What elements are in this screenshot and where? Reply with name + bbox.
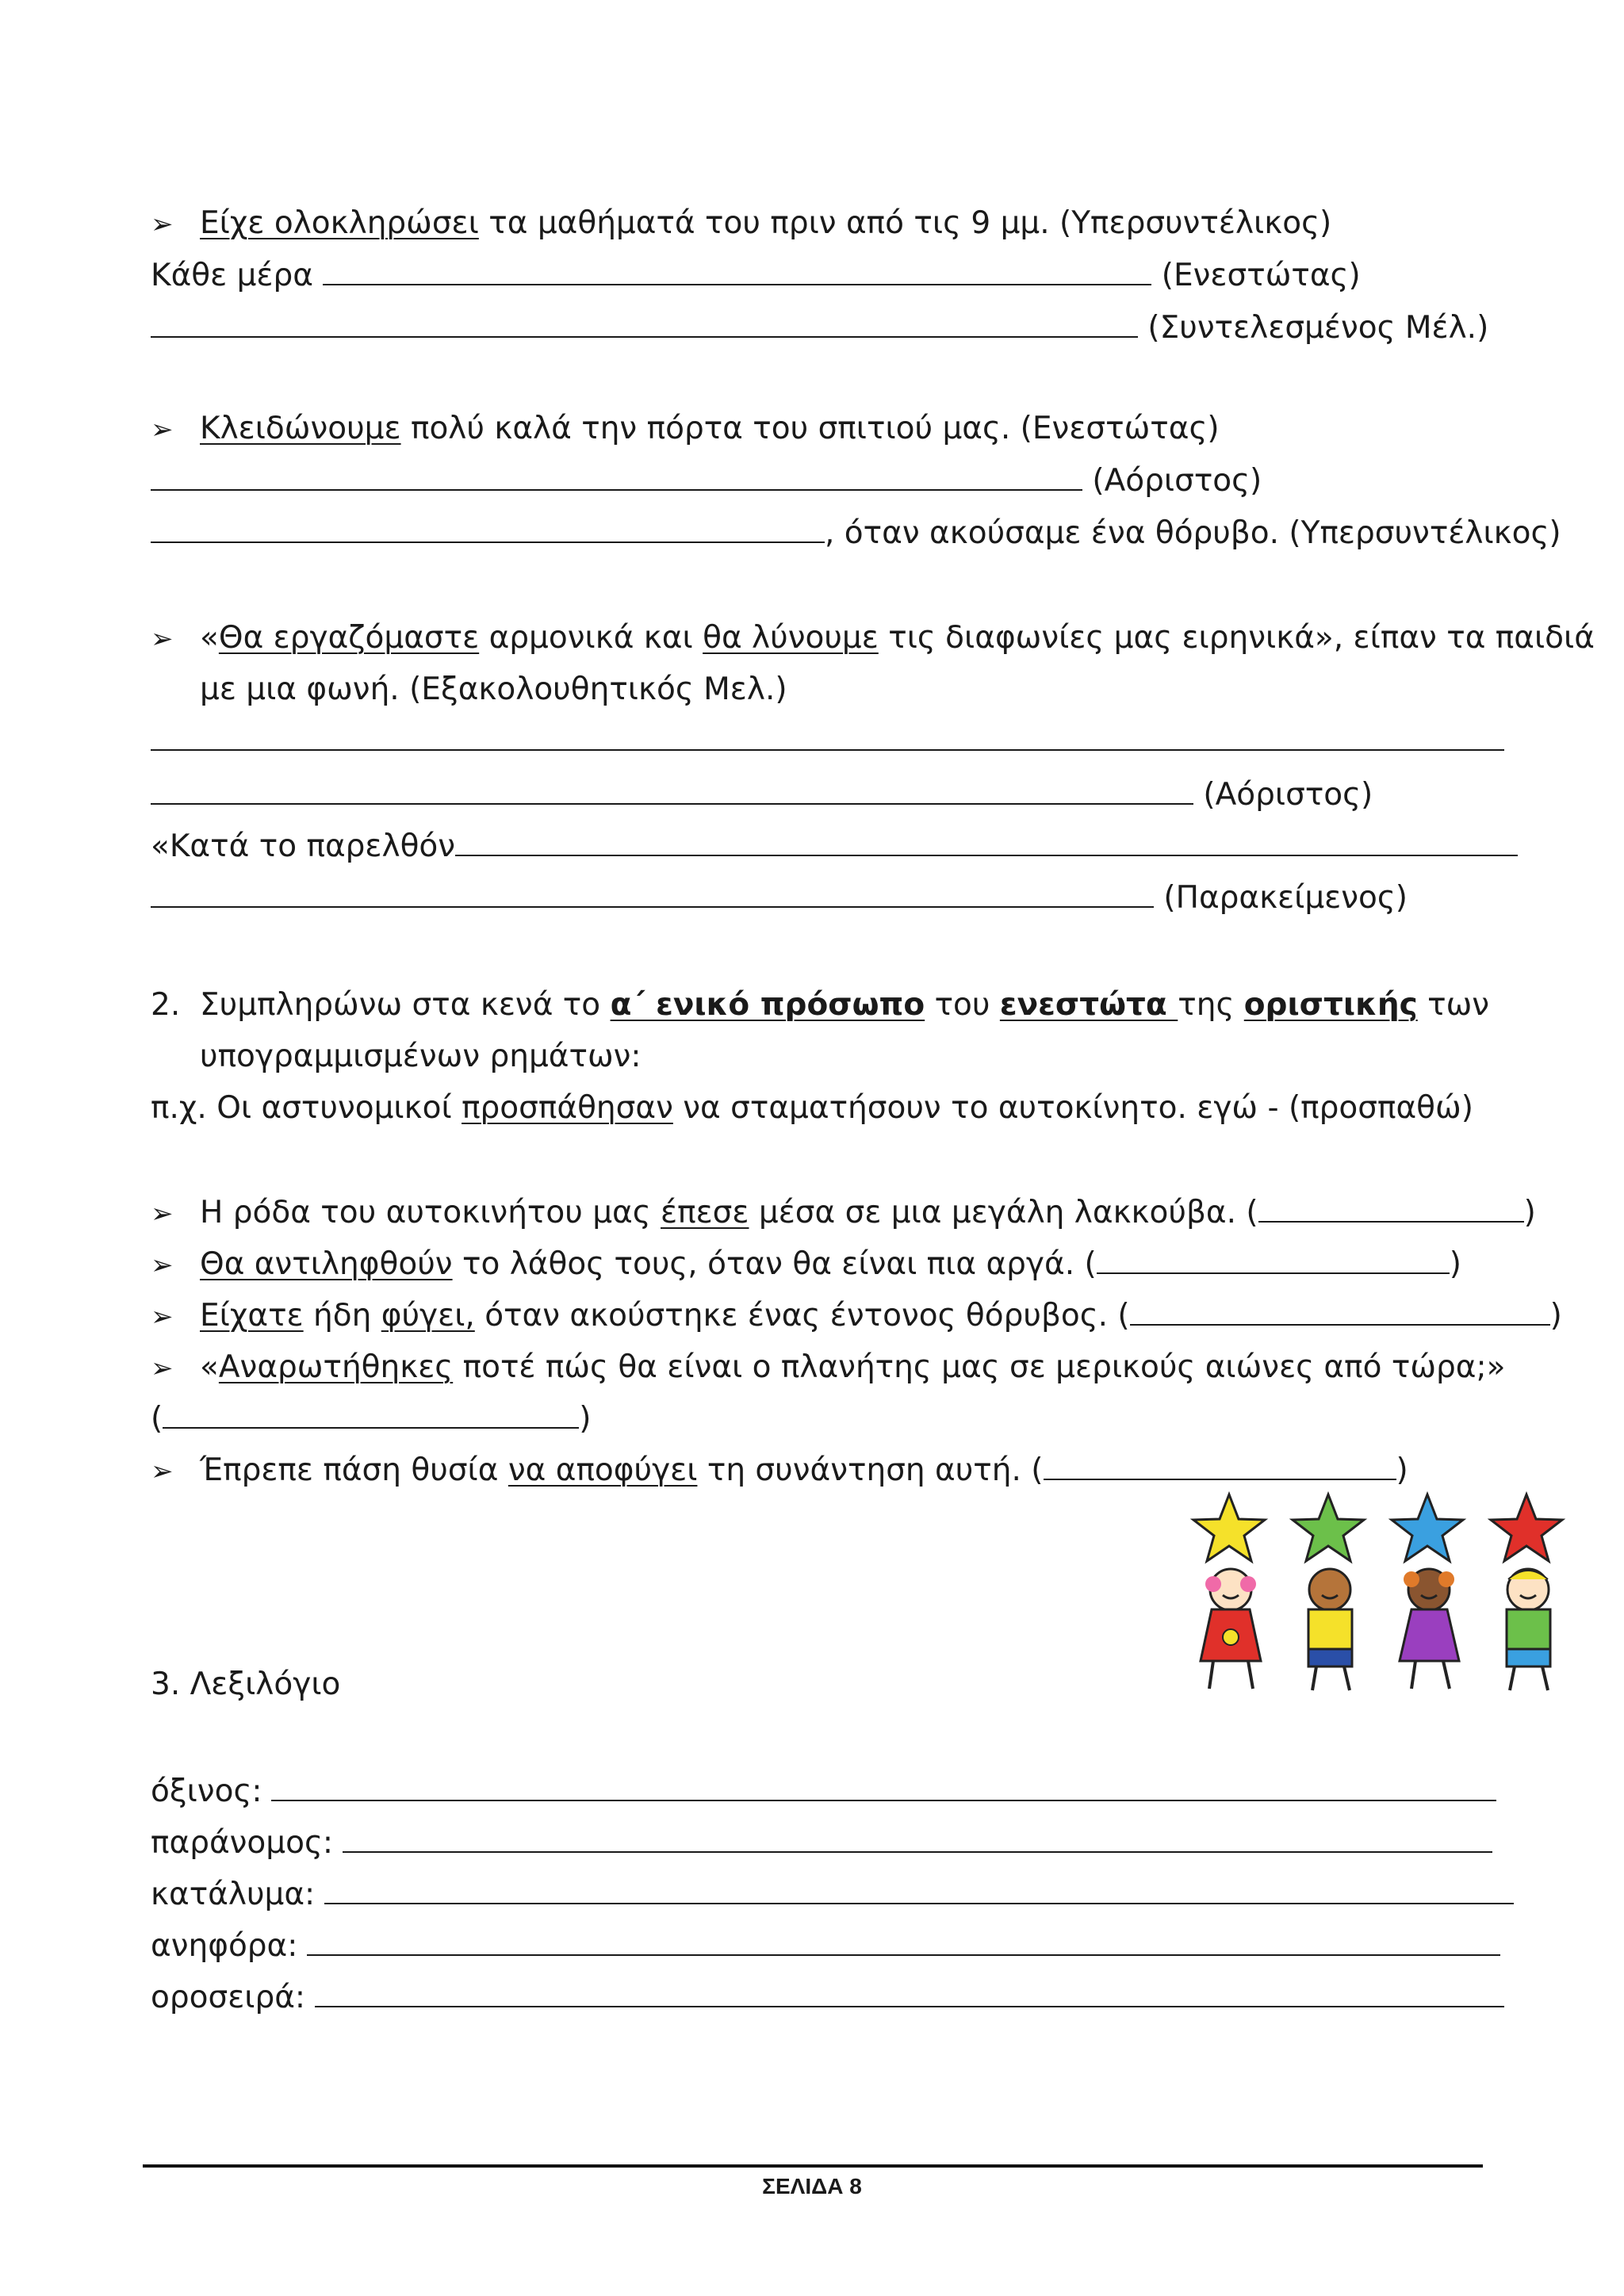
ex2-item3-mid: ήδη — [303, 1298, 381, 1334]
ex1-item3-line4 — [151, 880, 1408, 916]
ex1-item2-tense1: (Αόριστος) — [1082, 463, 1262, 499]
kid-blue-star — [1392, 1494, 1463, 1689]
ex2-item4-verb: Αναρωτήθηκες — [218, 1349, 454, 1385]
vocab-word: παράνομος: — [151, 1825, 334, 1861]
ex2-item4-pre: « — [200, 1349, 219, 1385]
ex2-item4-answer — [151, 1401, 592, 1437]
answer-blank[interactable] — [307, 1931, 1500, 1956]
ex1-item3-verb2: θα λύνουμε — [703, 620, 879, 656]
answer-blank[interactable] — [1130, 1300, 1550, 1326]
ex2-example-pre: π.χ. Οι αστυνομικοί — [151, 1090, 462, 1126]
ex2-item2 — [151, 1246, 1461, 1282]
ex2-item5 — [151, 1452, 1408, 1488]
vocab-row-3 — [151, 1879, 1514, 1910]
answer-blank[interactable] — [324, 1879, 1514, 1904]
ex2-item1-verb: έπεσε — [661, 1195, 749, 1230]
ex1-item3-cont: με μια φωνή. (Εξακολουθητικός Μελ.) — [200, 672, 787, 707]
ex2-number: 2. — [151, 987, 181, 1023]
vocab-row-1 — [151, 1776, 1496, 1807]
ex1-item3-line2 — [151, 777, 1373, 813]
ex1-item3-tense4: (Παρακείμενος) — [1154, 880, 1408, 916]
close-paren: ) — [1449, 1246, 1461, 1282]
answer-blank[interactable] — [151, 518, 825, 543]
ex2-item3 — [151, 1298, 1562, 1334]
ex2-bold3: οριστικής — [1243, 987, 1418, 1023]
vocab-word: ανηφόρα: — [151, 1928, 298, 1964]
close-paren: ) — [1549, 1298, 1562, 1334]
arrow-bullet-icon: ➢ — [151, 1198, 174, 1230]
vocab-row-2 — [151, 1825, 1492, 1861]
ex2-item3-verb: Είχατε — [200, 1298, 304, 1334]
ex2-example-post: να σταματήσουν το αυτοκίνητο. εγώ - (προσπαθώ) — [672, 1090, 1473, 1126]
vocab-row-4 — [151, 1928, 1500, 1964]
vocab-row-5 — [151, 1982, 1504, 2013]
kid-red-star — [1491, 1494, 1562, 1690]
ex2-item5-post: τη συνάντηση αυτή. ( — [697, 1452, 1044, 1488]
ex2-text1: Συμπληρώνω στα κενά το — [200, 987, 611, 1023]
ex2-item4-post: ποτέ πώς θα είναι ο πλανήτης μας σε μερικούς αιώνες από τώρα;» — [453, 1349, 1506, 1385]
arrow-bullet-icon: ➢ — [151, 1456, 174, 1487]
vocab-word: όξινος: — [151, 1774, 262, 1809]
answer-blank[interactable] — [1097, 1249, 1450, 1274]
ex2-instruction-cont: υπογραμμισμένων ρημάτων: — [200, 1039, 642, 1074]
arrow-bullet-icon: ➢ — [151, 1353, 174, 1384]
answer-blank[interactable] — [323, 260, 1151, 285]
ex2-item2-post: το λάθος τους, όταν θα είναι πια αργά. ( — [452, 1246, 1097, 1282]
answer-blank[interactable] — [151, 779, 1193, 805]
ex2-item2-verb: Θα αντιληφθούν — [200, 1246, 453, 1282]
kid-yellow-star — [1193, 1494, 1265, 1689]
ex1-item3-tense2: (Αόριστος) — [1193, 777, 1373, 813]
ex2-item3-post: όταν ακούστηκε ένας έντονος θόρυβος. ( — [474, 1298, 1130, 1334]
ex1-item2-sentence — [151, 413, 1220, 444]
ex2-text3: της — [1178, 987, 1244, 1023]
page-number: ΣΕΛΙΔΑ 8 — [762, 2174, 862, 2198]
ex1-item1-line2 — [151, 310, 1489, 346]
answer-blank[interactable] — [343, 1827, 1492, 1853]
ex2-bold2: ενεστώτα — [999, 987, 1178, 1023]
answer-blank[interactable] — [151, 312, 1138, 338]
ex1-item3-mid: αρμονικά και — [479, 620, 703, 656]
answer-blank[interactable] — [271, 1776, 1496, 1801]
ex1-item1-line1 — [151, 260, 1361, 291]
ex1-item1-verb: Είχε ολοκληρώσει — [200, 205, 479, 241]
close-paren: ) — [1396, 1452, 1408, 1488]
ex1-item3-line3 — [151, 828, 1518, 864]
ex2-example-verb: προσπάθησαν — [462, 1090, 673, 1126]
vocab-word: κατάλυμα: — [151, 1877, 316, 1912]
ex3-title: 3. Λεξιλόγιο — [151, 1667, 341, 1702]
ex1-item3-rest: τις διαφωνίες μας ειρηνικά», είπαν τα παιδιά — [878, 620, 1595, 656]
ex2-item3-verb2: φύγει, — [381, 1298, 475, 1334]
ex1-item2-tense2: , όταν ακούσαμε ένα θόρυβο. (Υπερσυντέλικος) — [825, 515, 1561, 551]
arrow-bullet-icon: ➢ — [151, 209, 174, 240]
ex1-item3-verb1: Θα εργαζόμαστε — [218, 620, 480, 656]
ex2-example — [151, 1090, 1473, 1126]
kid-green-star — [1293, 1494, 1364, 1690]
ex2-item5-pre: Έπρεπε πάση θυσία — [200, 1452, 508, 1488]
ex1-item2-rest: πολύ καλά την πόρτα του σπιτιού μας. (Ενεστώτας) — [400, 411, 1220, 446]
arrow-bullet-icon: ➢ — [151, 623, 174, 655]
ex1-item1-sentence — [151, 205, 1332, 241]
answer-blank[interactable] — [151, 882, 1154, 908]
quote-open: « — [200, 620, 219, 656]
answer-blank[interactable] — [455, 831, 1518, 856]
ex2-item4 — [151, 1349, 1506, 1385]
ex1-item1-tense2: (Συντελεσμένος Μέλ.) — [1138, 310, 1489, 346]
ex2-item1-pre: Η ρόδα του αυτοκινήτου μας — [200, 1195, 661, 1230]
vocab-word: οροσειρά: — [151, 1980, 306, 2015]
ex2-text2: του — [925, 987, 1000, 1023]
answer-line[interactable] — [151, 749, 1504, 751]
ex1-item1-rest: τα μαθήματά του πριν από τις 9 μμ. (Υπερσυντέλικος) — [478, 205, 1332, 241]
ex2-bold1: α΄ ενικό πρόσωπο — [610, 987, 925, 1023]
answer-blank[interactable] — [163, 1403, 579, 1429]
footer-rule — [143, 2164, 1483, 2168]
ex1-item1-prefix: Κάθε μέρα — [151, 258, 324, 293]
close-paren: ) — [579, 1401, 592, 1437]
ex2-item1 — [151, 1197, 1536, 1228]
ex1-item2-line2 — [151, 515, 1561, 551]
ex2-text4: των — [1417, 987, 1490, 1023]
answer-blank[interactable] — [315, 1982, 1504, 2007]
open-paren: ( — [151, 1401, 163, 1437]
arrow-bullet-icon: ➢ — [151, 414, 174, 446]
ex2-item5-verb: να αποφύγει — [508, 1452, 698, 1488]
ex1-item1-tense1: (Ενεστώτας) — [1151, 258, 1361, 293]
ex1-item3-sentence — [151, 620, 1595, 656]
arrow-bullet-icon: ➢ — [151, 1301, 174, 1333]
ex1-item3-prefix: «Κατά το παρελθόν — [151, 828, 456, 864]
ex1-item2-verb: Κλειδώνουμε — [200, 411, 401, 446]
answer-blank[interactable] — [1258, 1197, 1524, 1223]
answer-blank[interactable] — [151, 465, 1082, 491]
close-paren: ) — [1523, 1195, 1536, 1230]
ex2-item1-post: μέσα σε μια μεγάλη λακκούβα. ( — [749, 1195, 1258, 1230]
ex1-item2-line1 — [151, 463, 1262, 499]
ex2-instruction — [151, 987, 1490, 1023]
answer-blank[interactable] — [1044, 1455, 1396, 1480]
kids-with-stars-illustration — [1182, 1490, 1586, 1705]
arrow-bullet-icon: ➢ — [151, 1249, 174, 1281]
